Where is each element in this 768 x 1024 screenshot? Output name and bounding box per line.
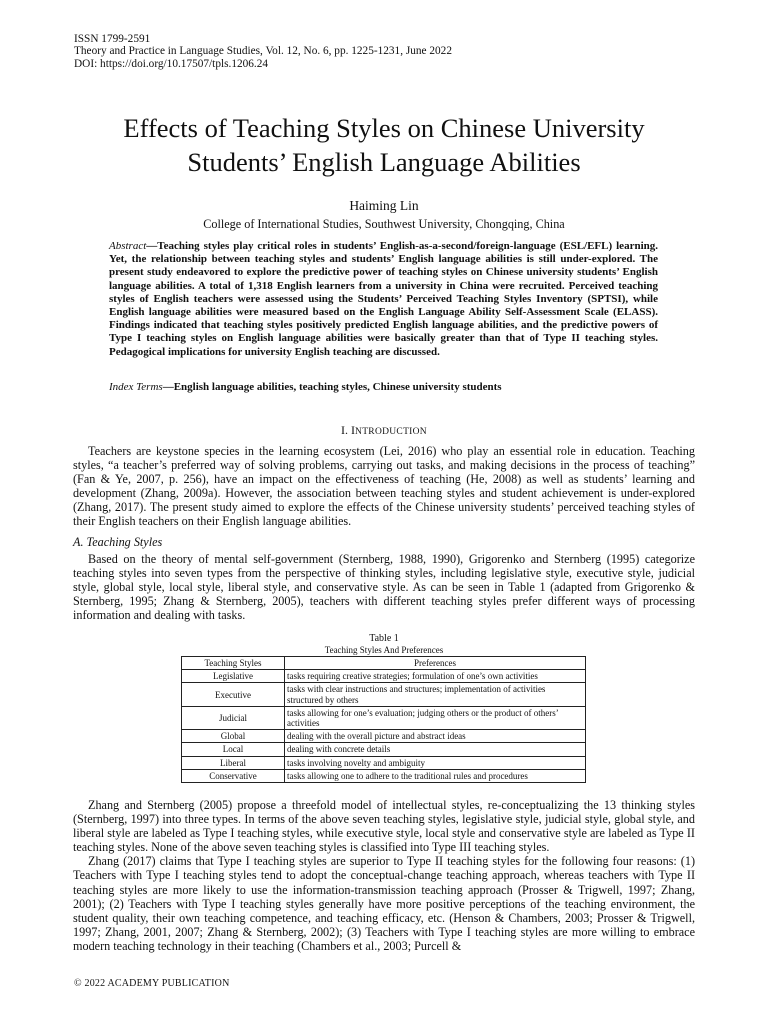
title-line-1: Effects of Teaching Styles on Chinese University xyxy=(123,113,645,143)
table-cell-style: Local xyxy=(182,743,285,756)
introduction-body xyxy=(73,444,695,529)
title-line-2: Students’ English Language Abilities xyxy=(187,147,581,177)
paragraph: Zhang and Sternberg (2005) propose a threefold model of intellectual styles, re-conceptualizing the 13 thinking styles (Sternberg, 1997) into three types. In terms of the above seven teaching styles, legislative style, judicial style, global style, and liberal style are labeled as Type I teaching styles, while executive style, local style and conservative style are labeled as Type II teaching styles. None of the above seven teaching styles is classified into Type III teaching styles. xyxy=(73,798,695,855)
table-cell-style: Executive xyxy=(182,683,285,706)
teaching-styles-table xyxy=(181,656,586,783)
doi: DOI: https://doi.org/10.17507/tpls.1206.24 xyxy=(74,57,269,70)
table-cell-style: Liberal xyxy=(182,756,285,769)
footer-copyright: © 2022 ACADEMY PUBLICATION xyxy=(74,978,230,989)
index-terms-label: Index Terms xyxy=(109,381,163,393)
paper-title xyxy=(40,111,728,179)
table-caption-title: Teaching Styles And Preferences xyxy=(324,645,444,655)
table-row xyxy=(182,706,586,729)
table-cell-preference: dealing with the overall picture and abstract ideas xyxy=(285,730,586,743)
author-affiliation: College of International Studies, Southwest University, Chongqing, China xyxy=(203,217,565,231)
section-heading-first-letter: I xyxy=(351,423,356,437)
abstract xyxy=(109,240,658,359)
table-cell-preference: tasks with clear instructions and structures; implementation of activities structured by others xyxy=(285,683,586,706)
section-heading-rest: NTRODUCTION xyxy=(355,427,427,437)
journal-header xyxy=(74,33,452,70)
table-cell-style: Global xyxy=(182,730,285,743)
table-cell-preference: tasks allowing for one’s evaluation; judging others or the product of others’ activities xyxy=(285,706,586,729)
table-row xyxy=(182,730,586,743)
table-cell-style: Judicial xyxy=(182,706,285,729)
abstract-text: —Teaching styles play critical roles in students’ English-as-a-second/foreign-language (ESL/EFL) learning. Yet, the relationship between teaching styles and students’ English language abilities is still under-explored. The present study endeavored to explore the predictive power of teaching styles on Chinese university students’ English language abilities. A total of 1,318 English learners from a university in China were recruited. Perceived teaching styles of English teachers were assessed using the Students’ Perceived Teaching Styles Inventory (SPTSI), while English language abilities were measured based on the English Language Ability Self-Assessment Scale (ELASS). Findings indicated that teaching styles positively predicted English language abilities, and the predictive powers of Type I teaching styles on English language abilities were basically greater than that of Type II teaching styles. Pedagogical implications for university English teaching are discussed. xyxy=(109,240,658,358)
subsection-heading-teaching-styles: A. Teaching Styles xyxy=(73,535,163,549)
table-caption-label: Table 1 xyxy=(369,633,399,644)
abstract-label: Abstract xyxy=(109,240,147,252)
paragraph: Zhang (2017) claims that Type I teaching styles are superior to Type II teaching styles for the following four reasons: (1) Teachers with Type I teaching styles tend to adopt the conceptual-change teaching approach, whereas teachers with Type II teaching styles are more likely to use the information-transmission teaching approach (Prosser & Trigwell, 1997; Zhang, 2001); (2) Teachers with Type I teaching styles generally have more positive perceptions of the teaching environment, the student quality, their own teaching competence, and teaching efficacy, etc. (Henson & Chambers, 2003; Prosser & Trigwell, 1997; Zhang, 2001, 2007; Zhang & Sternberg, 2002); (3) Teachers with Type I teaching styles are more willing to embrace modern teaching technology in their teaching (Chambers et al., 2003; Purcell & xyxy=(73,854,695,953)
table-header-cell: Teaching Styles xyxy=(182,657,285,670)
table-row xyxy=(182,756,586,769)
table-cell-style: Conservative xyxy=(182,769,285,782)
table-header-cell: Preferences xyxy=(285,657,586,670)
issn: ISSN 1799-2591 xyxy=(74,33,151,45)
table-row xyxy=(182,683,586,706)
table-header-row xyxy=(182,657,586,670)
index-terms-text: —English language abilities, teaching styles, Chinese university students xyxy=(162,381,502,393)
teaching-styles-body xyxy=(73,552,695,622)
table-cell-preference: tasks involving novelty and ambiguity xyxy=(285,756,586,769)
table-row xyxy=(182,769,586,782)
table-cell-preference: dealing with concrete details xyxy=(285,743,586,756)
author-name: Haiming Lin xyxy=(349,198,419,213)
index-terms xyxy=(109,381,658,393)
table-row xyxy=(182,670,586,683)
paragraph: Teachers are keystone species in the learning ecosystem (Lei, 2016) who play an essential role in education. Teaching styles, “a teacher’s preferred way of solving problems, carrying out tasks, and making decisions in the process of teaching” (Fan & Ye, 2007, p. 256), have an impact on the effectiveness of teaching (He, 2008) as well as students’ learning and development (Zhang, 2009a). However, the association between teaching styles and student achievement is under-explored (Zhang, 2017). The present study aimed to explore the effects of the Chinese university students’ perceived teaching styles of their English teachers on their English language abilities. xyxy=(73,444,695,529)
paragraph: Based on the theory of mental self-government (Sternberg, 1988, 1990), Grigorenko and Sternberg (1995) categorize teaching styles into seven types from the perspective of thinking styles, including legislative style, executive style, judicial style, global style, local style, liberal style, and conservative style. As can be seen in Table 1 (adapted from Grigorenko & Sternberg, 1995; Zhang & Sternberg, 2005), teachers with different teaching styles prefer different ways of processing information and dealing with tasks. xyxy=(73,552,695,623)
table-cell-style: Legislative xyxy=(182,670,285,683)
table-cell-preference: tasks requiring creative strategies; formulation of one’s own activities xyxy=(285,670,586,683)
journal-citation: Theory and Practice in Language Studies, Vol. 12, No. 6, pp. 1225-1231, June 2022 xyxy=(74,45,452,58)
section-heading-introduction xyxy=(0,423,768,438)
table-row xyxy=(182,743,586,756)
post-table-body xyxy=(73,798,695,953)
section-numeral: I. xyxy=(341,423,349,437)
table-cell-preference: tasks allowing one to adhere to the traditional rules and procedures xyxy=(285,769,586,782)
